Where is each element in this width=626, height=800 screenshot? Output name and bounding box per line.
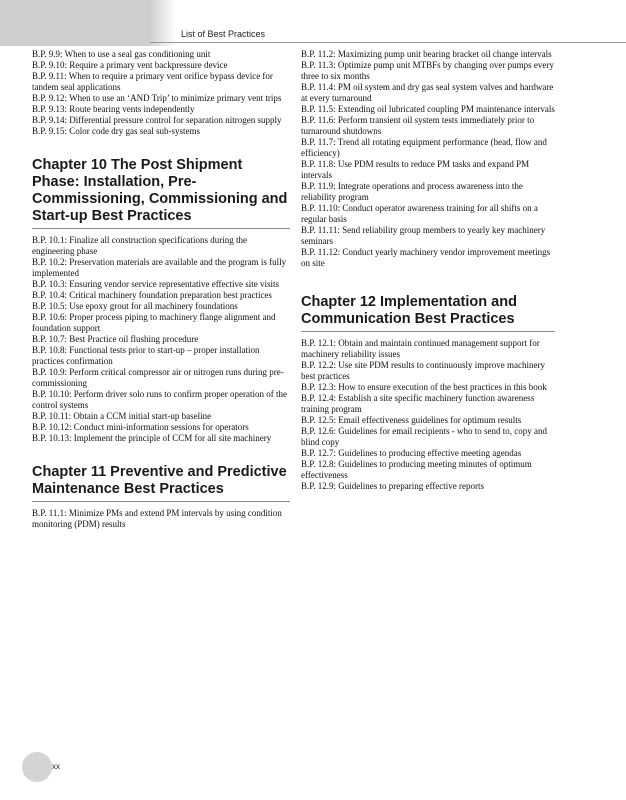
bp-9-15: B.P. 9.15: Color code dry gas seal sub-systems: [32, 126, 200, 136]
bp-9-13: B.P. 9.13: Route bearing vents independently: [32, 104, 195, 114]
chapter-11-list-continued: [301, 49, 555, 269]
bp-12-2: B.P. 12.2: Use site PDM results to continuously improve machinery best practices: [301, 360, 545, 381]
running-head: List of Best Practices: [181, 29, 266, 39]
bp-11-5: B.P. 11.5: Extending oil lubricated coupling PM maintenance intervals: [301, 104, 555, 114]
bp-10-5: B.P. 10.5: Use epoxy grout for all machinery foundations: [32, 301, 238, 311]
page-number: xx: [52, 762, 60, 771]
bp-12-4: B.P. 12.4: Establish a site specific machinery function awareness training program: [301, 393, 535, 414]
chapter-11-list-start: [32, 508, 290, 530]
bp-11-9: B.P. 11.9: Integrate operations and process awareness into the reliability program: [301, 181, 523, 202]
bp-11-4: B.P. 11.4: PM oil system and dry gas seal system valves and hardware at every turnaround: [301, 82, 554, 103]
bp-12-7: B.P. 12.7: Guidelines to producing effective meeting agendas: [301, 448, 522, 458]
chapter-9-continued-list: [32, 49, 290, 137]
header-rule: [150, 42, 626, 43]
bp-12-9: B.P. 12.9: Guidelines to preparing effective reports: [301, 481, 485, 491]
chapter-10-title: Chapter 10 The Post Shipment Phase: Installation, Pre-Commissioning, Commissioning and Start-up Best Practices: [32, 157, 290, 229]
bp-10-4: B.P. 10.4: Critical machinery foundation preparation best practices: [32, 290, 272, 300]
bp-11-2: B.P. 11.2: Maximizing pump unit bearing bracket oil change intervals: [301, 49, 552, 59]
right-column: [301, 49, 555, 492]
bp-9-10: B.P. 9.10: Require a primary vent backpressure device: [32, 60, 228, 70]
bp-11-11: B.P. 11.11: Send reliability group members to yearly key machinery seminars: [301, 225, 546, 246]
bp-11-3: B.P. 11.3: Optimize pump unit MTBFs by changing over pumps every three to six months: [301, 60, 554, 81]
bp-10-12: B.P. 10.12: Conduct mini-information sessions for operators: [32, 422, 249, 432]
bp-11-1: B.P. 11.1: Minimize PMs and extend PM intervals by using condition monitoring (PDM) results: [32, 508, 282, 529]
bp-9-14: B.P. 9.14: Differential pressure control for separation nitrogen supply: [32, 115, 282, 125]
chapter-12-title: Chapter 12 Implementation and Communication Best Practices: [301, 294, 555, 332]
bp-11-7: B.P. 11.7: Trend all rotating equipment performance (head, flow and efficiency): [301, 137, 547, 158]
bp-11-8: B.P. 11.8: Use PDM results to reduce PM tasks and expand PM intervals: [301, 159, 530, 180]
bp-11-12: B.P. 11.12: Conduct yearly machinery vendor improvement meetings on site: [301, 247, 551, 268]
bp-10-2: B.P. 10.2: Preservation materials are available and the program is fully implemented: [32, 257, 287, 278]
header-tab: [0, 0, 150, 46]
bp-11-6: B.P. 11.6: Perform transient oil system tests immediately prior to turnaround shutdowns: [301, 115, 535, 136]
left-column: [32, 49, 290, 530]
page-number-circle: [22, 752, 52, 782]
chapter-10-list: [32, 235, 290, 444]
bp-9-12: B.P. 9.12: When to use an ‘AND Trip’ to minimize primary vent trips: [32, 93, 282, 103]
bp-10-7: B.P. 10.7: Best Practice oil flushing procedure: [32, 334, 199, 344]
bp-10-9: B.P. 10.9: Perform critical compressor air or nitrogen runs during pre-commissioning: [32, 367, 284, 388]
bp-10-3: B.P. 10.3: Ensuring vendor service representative effective site visits: [32, 279, 280, 289]
bp-10-10: B.P. 10.10: Perform driver solo runs to confirm proper operation of the control systems: [32, 389, 287, 410]
bp-9-9: B.P. 9.9: When to use a seal gas conditioning unit: [32, 49, 211, 59]
bp-12-6: B.P. 12.6: Guidelines for email recipients - who to send to, copy and blind copy: [301, 426, 547, 447]
chapter-12-list: [301, 338, 555, 492]
bp-10-1: B.P. 10.1: Finalize all construction specifications during the engineering phase: [32, 235, 247, 256]
bp-10-13: B.P. 10.13: Implement the principle of CCM for all site machinery: [32, 433, 272, 443]
bp-10-11: B.P. 10.11: Obtain a CCM initial start-up baseline: [32, 411, 212, 421]
chapter-11-title: Chapter 11 Preventive and Predictive Maintenance Best Practices: [32, 464, 290, 502]
bp-10-6: B.P. 10.6: Proper process piping to machinery flange alignment and foundation support: [32, 312, 276, 333]
bp-12-8: B.P. 12.8: Guidelines to producing meeting minutes of optimum effectiveness: [301, 459, 532, 480]
bp-9-11: B.P. 9.11: When to require a primary vent orifice bypass device for tandem seal applications: [32, 71, 273, 92]
bp-12-5: B.P. 12.5: Email effectiveness guidelines for optimum results: [301, 415, 522, 425]
bp-10-8: B.P. 10.8: Functional tests prior to start-up – proper installation practices confirmation: [32, 345, 260, 366]
bp-12-3: B.P. 12.3: How to ensure execution of the best practices in this book: [301, 382, 547, 392]
header-tab-fade: [150, 0, 176, 46]
bp-12-1: B.P. 12.1: Obtain and maintain continued management support for machinery reliability issues: [301, 338, 540, 359]
bp-11-10: B.P. 11.10: Conduct operator awareness training for all shifts on a regular basis: [301, 203, 538, 224]
